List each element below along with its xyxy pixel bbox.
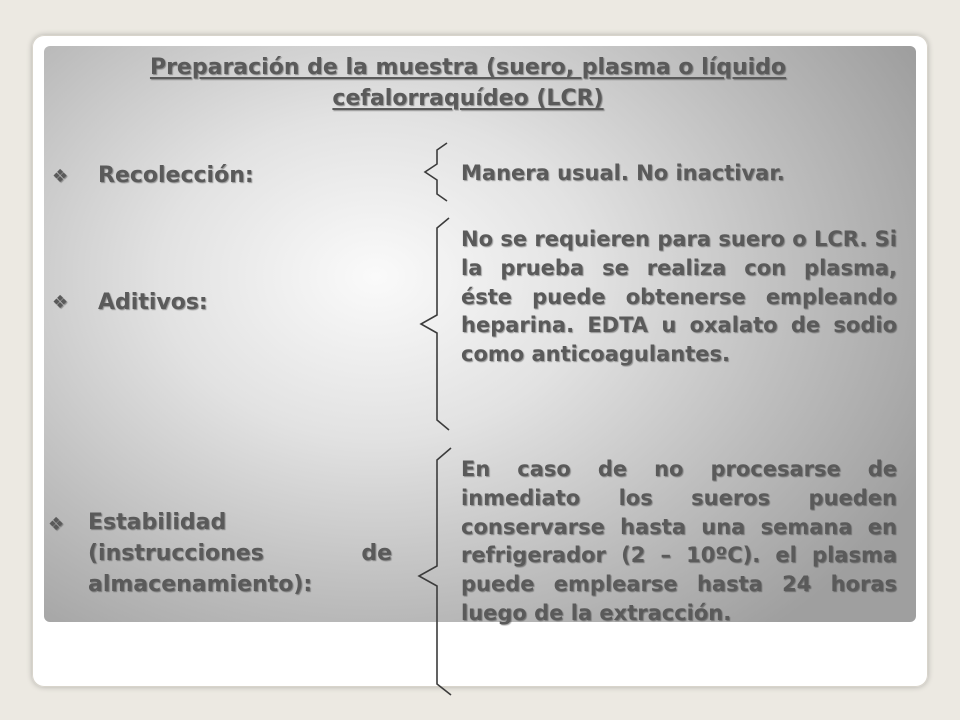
bullet-icon: ❖ bbox=[52, 292, 69, 313]
bullet-icon: ❖ bbox=[48, 514, 65, 535]
item-description-aditivos: No se requieren para suero o LCR. Si la prueba se realiza con plasma, éste puede obtenerse empleando heparina. EDTA u oxalato de sodio como anticoagulantes. bbox=[461, 227, 897, 367]
item-label-aditivos: Aditivos: bbox=[98, 290, 208, 315]
item-description-estabilidad: En caso de no procesarse de inmediato los sueros pueden conservarse hasta una semana en refrigerador (2 – 10ºC). el plasma puede emplearse hasta 24 horas luego de la extracción. bbox=[461, 457, 897, 625]
bullet-icon: ❖ bbox=[52, 166, 69, 187]
item-label-recoleccion: Recolección: bbox=[98, 163, 254, 188]
item-description-recoleccion: Manera usual. No inactivar. bbox=[461, 161, 785, 185]
slide-title: Preparación de la muestra (suero, plasma o líquido cefalorraquídeo (LCR) bbox=[149, 55, 787, 111]
item-label-estabilidad: Estabilidad (instrucciones de almacenamiento): bbox=[88, 510, 392, 597]
